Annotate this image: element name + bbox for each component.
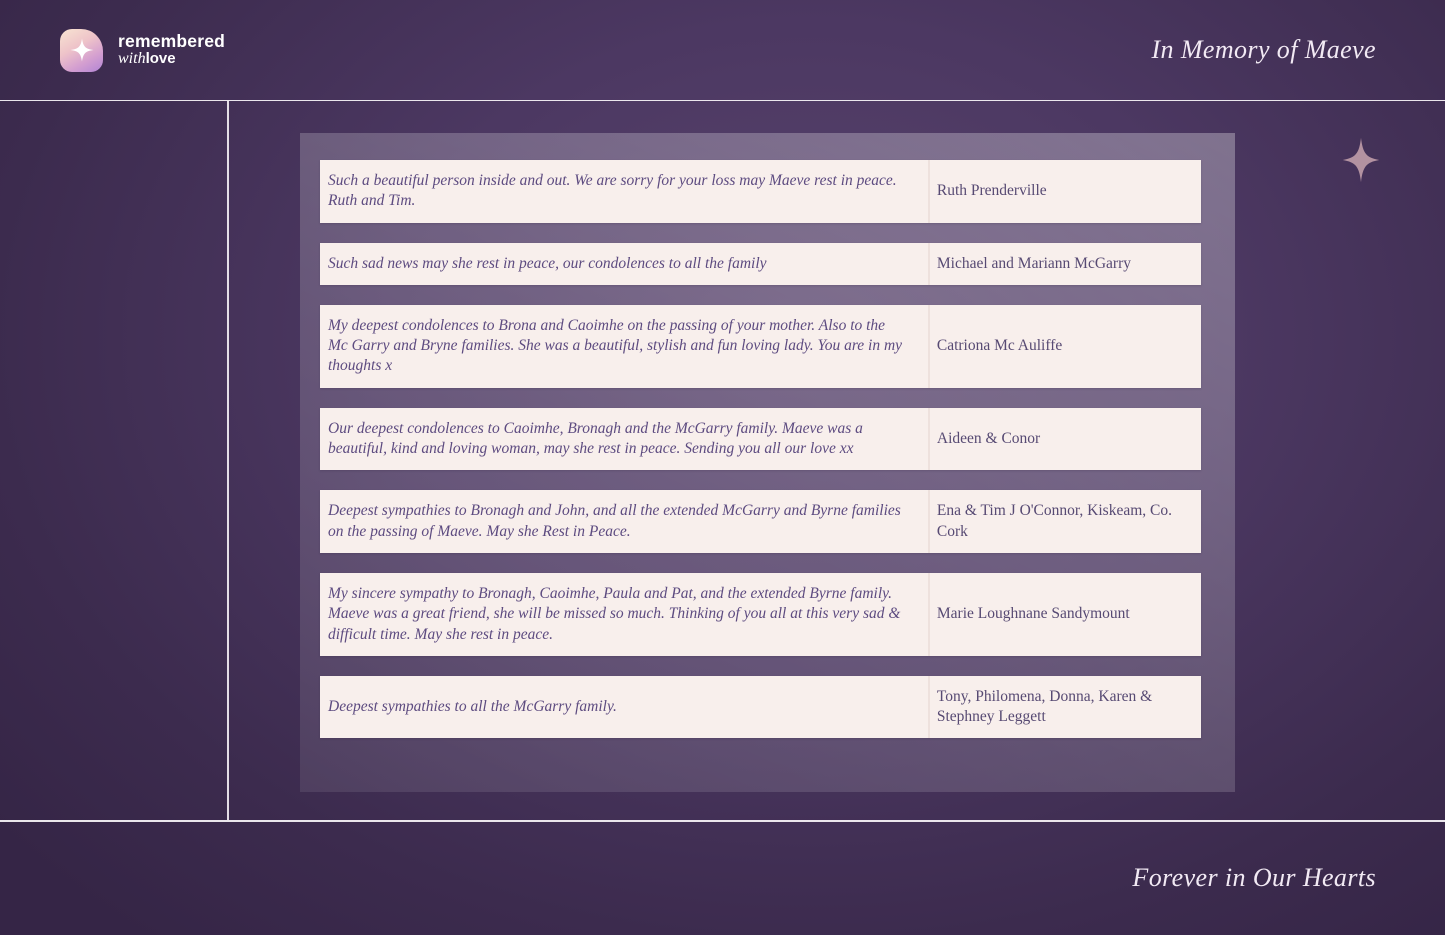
condolence-row — [320, 305, 1201, 388]
logo-word-withlove — [118, 51, 225, 67]
condolence-message-text: Our deepest condolences to Caoimhe, Bronagh and the McGarry family. Maeve was a beautiful, kind and loving woman, may she rest in peace. Sending you all our love xx — [328, 419, 863, 458]
condolence-row — [320, 573, 1201, 656]
condolence-author-cell — [928, 573, 1201, 656]
condolence-author-cell — [928, 160, 1201, 223]
condolence-message-cell — [320, 160, 928, 223]
condolence-author-cell — [928, 408, 1201, 471]
condolence-author-cell — [928, 490, 1201, 553]
four-point-star-icon — [70, 38, 94, 62]
condolence-author-text: Marie Loughnane Sandymount — [936, 605, 1130, 623]
left-column-divider — [227, 101, 229, 820]
condolence-author-cell — [928, 305, 1201, 388]
condolence-author-text: Catriona Mc Auliffe — [936, 337, 1063, 355]
app-logo — [60, 29, 225, 72]
condolence-row — [320, 160, 1201, 223]
condolence-message-text: Such a beautiful person inside and out. We are sorry for your loss may Maeve rest in peace. Ruth and Tim. — [328, 172, 897, 210]
condolence-row — [320, 676, 1201, 739]
footer-tagline: Forever in Our Hearts — [1132, 863, 1376, 892]
condolence-author-cell — [928, 243, 1201, 285]
condolence-message-cell — [320, 408, 928, 471]
condolence-message-text: Such sad news may she rest in peace, our condolences to all the family — [328, 254, 767, 272]
condolences-panel — [300, 133, 1235, 792]
condolence-row — [320, 408, 1201, 471]
condolence-message-text: Deepest sympathies to Bronagh and John, and all the extended McGarry and Byrne families on the passing of Maeve. May she Rest in Peace. — [328, 502, 901, 540]
condolence-author-text: Michael and Mariann McGarry — [936, 254, 1131, 272]
condolence-message-cell — [320, 573, 928, 656]
logo-word-remembered: remembered — [118, 30, 226, 51]
condolence-author-cell — [928, 676, 1201, 739]
condolence-row — [320, 243, 1201, 285]
logo-star-icon — [60, 29, 103, 72]
condolence-message-cell — [320, 243, 928, 285]
condolence-message-text: Deepest sympathies to all the McGarry family. — [328, 698, 617, 715]
footer — [0, 821, 1445, 935]
condolence-list — [320, 160, 1201, 738]
page-title: In Memory of Maeve — [1151, 35, 1376, 64]
condolence-row — [320, 490, 1201, 553]
condolence-message-cell — [320, 490, 928, 553]
header — [0, 0, 1445, 101]
condolence-message-text: My sincere sympathy to Bronagh, Caoimhe, Paula and Pat, and the extended Byrne family. Maeve was a great friend, she will be missed so much. Thinking of you all at this very sad & difficult time. May she rest in peace. — [328, 584, 901, 643]
sparkle-icon — [1342, 137, 1380, 183]
condolence-author-text: Aideen & Conor — [936, 429, 1041, 447]
logo-word-with: with — [118, 49, 146, 67]
condolence-author-text: Ena & Tim J O'Connor, Kiskeam, Co. Cork — [936, 502, 1172, 540]
condolence-message-text: My deepest condolences to Brona and Caoimhe on the passing of your mother. Also to the Mc Garry and Bryne families. She was a beautiful, stylish and fun loving lady. You are in my thoughts x — [328, 316, 903, 375]
logo-word-love: love — [145, 49, 176, 67]
condolence-message-cell — [320, 676, 928, 739]
condolence-author-text: Tony, Philomena, Donna, Karen & Stephney Leggett — [936, 687, 1153, 726]
logo-wordmark — [118, 30, 226, 67]
condolence-message-cell — [320, 305, 928, 388]
condolence-author-text: Ruth Prenderville — [936, 182, 1047, 200]
